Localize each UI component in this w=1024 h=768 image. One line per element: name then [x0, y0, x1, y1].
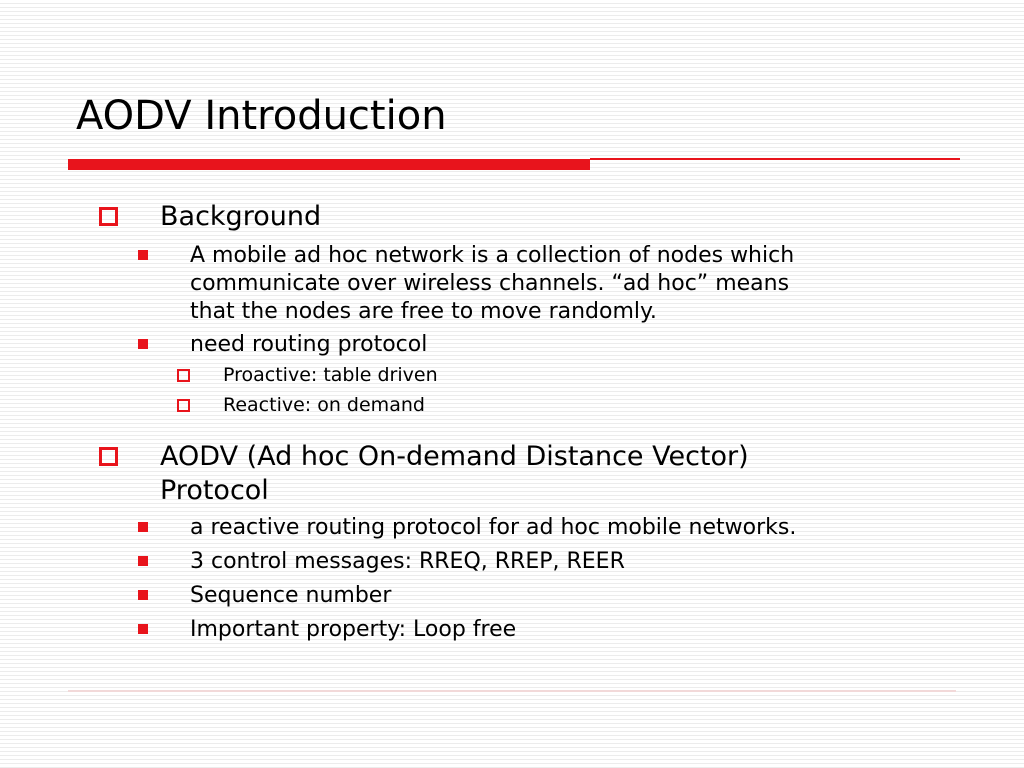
hollow-square-bullet-icon: [99, 447, 118, 466]
bullet-text: Background: [160, 201, 322, 232]
bullet-text: Important property: Loop free: [190, 617, 517, 642]
bullet-text: Sequence number: [190, 583, 392, 608]
bullet-text: AODV (Ad hoc On-demand Distance Vector) Protocol: [160, 441, 749, 506]
hollow-square-bullet-icon: [177, 369, 190, 382]
bullet-reactive: [223, 390, 425, 420]
bullet-text: Reactive: on demand: [223, 394, 425, 416]
bullet-text: need routing protocol: [190, 332, 428, 357]
bullet-background: [160, 200, 321, 234]
filled-square-bullet-icon: [138, 522, 148, 532]
bullet-control-messages: [190, 548, 625, 576]
title-underline-thick: [68, 159, 590, 170]
filled-square-bullet-icon: [138, 250, 148, 260]
bullet-text: Proactive: table driven: [223, 364, 438, 386]
bullet-proactive: [223, 360, 438, 390]
filled-square-bullet-icon: [138, 624, 148, 634]
filled-square-bullet-icon: [138, 339, 148, 349]
bullet-sequence-number: [190, 582, 391, 610]
title-underline-thin: [590, 158, 960, 160]
bullet-aodv-protocol: [160, 440, 749, 508]
slide-title: AODV Introduction: [76, 93, 447, 139]
bullet-loop-free: [190, 616, 516, 644]
bullet-need-routing-protocol: [190, 331, 427, 359]
filled-square-bullet-icon: [138, 556, 148, 566]
hollow-square-bullet-icon: [99, 207, 118, 226]
bullet-manet-definition: [190, 242, 794, 326]
bullet-text: 3 control messages: RREQ, RREP, REER: [190, 549, 625, 574]
footer-divider: [68, 690, 956, 692]
bullet-text: a reactive routing protocol for ad hoc mobile networks.: [190, 515, 797, 540]
bullet-reactive-routing-protocol: [190, 514, 796, 542]
bullet-text: A mobile ad hoc network is a collection of nodes which communicate over wireless channels. “ad hoc” means that the nodes are free to move randomly.: [190, 243, 795, 324]
filled-square-bullet-icon: [138, 590, 148, 600]
hollow-square-bullet-icon: [177, 399, 190, 412]
